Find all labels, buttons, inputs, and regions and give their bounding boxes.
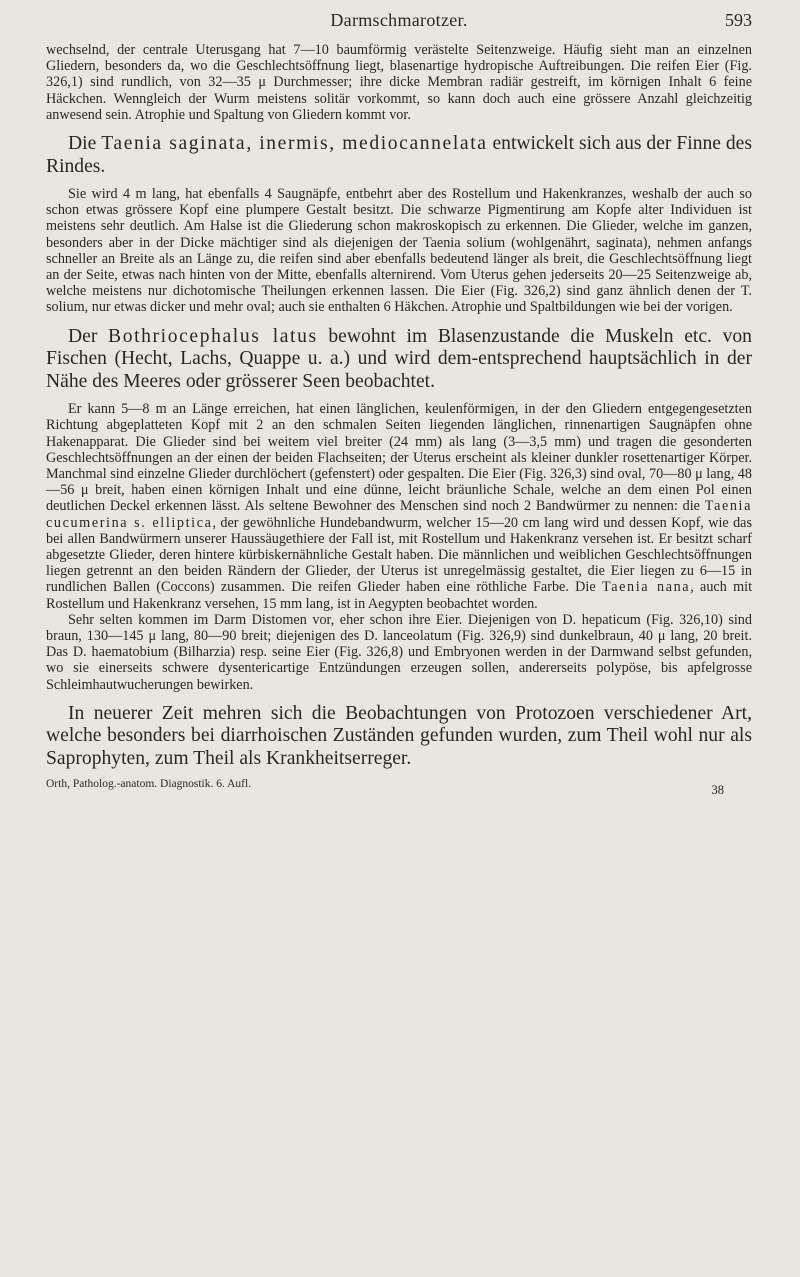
text-run: entwickelt sich aus der Finne des Rindes. <box>46 133 752 177</box>
text-run: Sie wird 4 m lang, hat ebenfalls 4 Saugnäpfe, entbehrt aber des Rostellum und Hakenkranzes, weshalb der auch so schon etwas grössere Kopf eine plumpere Gestalt besitzt. Die schwarze Pigmentirung am Kopfe alter Individuen ist meistens sehr deutlich. Am Halse ist die Gliederung schon makroskopisch zu erkennen. Die Glieder, welche im ganzen, besonders aber in der Dicke mächtiger sind als diejenigen der Taenia solium (wohlgenährt, saginata), nehmen anfangs schneller an Breite als an Länge zu, die reifen sind aber ebenfalls bedeutend länger als breit, die Geschlechtsöffnung liegt an der Seite, etwas nach hinten von der Mitte, ebenfalls alternirend. Vom Uterus gehen jederseits 20—25 Seitenzweige ab, welche meistens nur dichotomische Theilungen erkennen lassen. Die Eier (Fig. 326,2) sind ganz ähnlich denen der T. solium, nur etwas dicker und mehr oval; auch sie enthalten 6 Häkchen. Atrophie und Spaltbildungen wie bei der vorigen. <box>46 186 752 316</box>
text-run: bewohnt im Blasenzustande die Muskeln etc. von Fischen (Hecht, Lachs, Quappe u. a.) und wird dem-entsprechend hauptsächlich in der Nähe des Meeres oder grösserer Seen beobachtet. <box>46 325 752 392</box>
page-number: 593 <box>725 10 752 30</box>
body-paragraph <box>46 612 752 693</box>
section-heading <box>46 133 752 178</box>
text-run: wechselnd, der centrale Uterusgang hat 7—10 baumförmig verästelte Seitenzweige. Häufig sieht man an einzelnen Gliedern, besonders da, wo die Geschlechtsöffnung liegt, blasenartige hydropische Auftreibungen. Die reifen Eier (Fig. 326,1) sind rundlich, von 32—35 μ Durchmesser; ihre dicke Membran radiär gestreift, im körnigen Inhalt 6 feine Häckchen. Wenngleich der Wurm meistens solitär vorkommt, so kann doch auch eine grössere Anzahl gleichzeitig anwesend sein. Atrophie und Spaltung von Gliedern kommt vor. <box>46 42 752 123</box>
species-name: Taenia cucumerina s. elliptica <box>46 498 752 531</box>
text-run: Er kann 5—8 m an Länge erreichen, hat einen länglichen, keulenförmigen, in der den Gliedern entgegengesetzten Richtung abgeplatteten Kopf mit 2 an den schmalen Seiten liegenden länglichen, rinnenartigen Saugnäpfen ohne Hakenapparat. Die Glieder sind bei weitem viel breiter (24 mm) als lang (3—3,5 mm) und tragen die gesonderten Geschlechtsöffnungen an der einen der beiden Flachseiten; der Uterus erscheint als kleiner dunkler rosettenartiger Körper. Manchmal sind einzelne Glieder durchlöchert (gefenstert) oder gespalten. Die Eier (Fig. 326,3) sind oval, 70—80 μ lang, 48—56 μ breit, haben einen körnigen Inhalt und eine dünne, leicht bräunliche Schale, welche an dem einen Pol einen deutlichen Deckel erkennen lässt. Als seltene Bewohner des Menschen sind noch 2 Bandwürmer zu nennen: die <box>46 401 752 515</box>
section-heading <box>46 703 752 771</box>
body-paragraph <box>46 42 752 123</box>
body-paragraph <box>46 401 752 612</box>
body-paragraph <box>46 186 752 316</box>
text-run: Sehr selten kommen im Darm Distomen vor, eher schon ihre Eier. Diejenigen von D. hepaticum (Fig. 326,10) sind braun, 130—145 μ lang, 80—90 breit; diejenigen des D. lanceolatum (Fig. 326,9) sind dunkelbraun, 40 μ lang, 20 breit. Das D. haematobium (Bilharzia) resp. seine Eier (Fig. 326,8) und Embryonen werden in der Darmwand selbst gefunden, wo sie einerseits schwere dysentericartige Entzündungen erzeugen sollen, andererseits polypöse, bis apfelgrosse Schleimhautwucherungen bewirken. <box>46 611 752 693</box>
running-title: Darmschmarotzer. <box>330 10 468 30</box>
footer-reference: Orth, Patholog.-anatom. Diagnostik. 6. Aufl. <box>46 778 252 791</box>
signature-mark: 38 <box>711 783 724 798</box>
text-run: In neuerer Zeit mehren sich die Beobachtungen von Protozoen verschiedener Art, welche besonders bei diarrhoischen Zuständen gefunden wurden, zum Theil wohl nur als Saprophyten, zum Theil als Krankheitserreger. <box>46 702 752 769</box>
text-run: , der gewöhnliche Hundebandwurm, welcher 15—20 cm lang wird und dessen Kopf, wie das bei allen Bandwürmern unserer Haussäugethiere der Fall ist, mit Rostellum und Hakenkranz versehen ist. Er besitzt scharf abgesetzte Glieder, deren hintere kürbiskernähnliche Gestalt haben. Die männlichen und weiblichen Geschlechtsöffnungen liegen getrennt an den beiden Rändern der Glieder, der Uterus ist unregelmässig gestaltet, die Eier liegen zu 6—15 in rundlichen Ballen (Coccons) zusammen. Die reifen Glieder haben eine röthliche Farbe. Die <box>46 514 752 596</box>
text-run: Die <box>68 133 102 155</box>
section-heading <box>46 326 752 394</box>
page-footer <box>46 778 752 798</box>
running-head <box>46 10 752 42</box>
text-run: Der <box>68 325 109 347</box>
text-run: , auch mit Rostellum und Hakenkranz versehen, 15 mm lang, ist in Aegypten beobachtet worden. <box>46 579 753 612</box>
species-name: Taenia nana <box>601 579 691 596</box>
species-name: Taenia saginata, inermis, mediocannelata <box>101 133 488 155</box>
species-name: Bothriocephalus latus <box>108 325 318 347</box>
text-body <box>46 42 752 770</box>
